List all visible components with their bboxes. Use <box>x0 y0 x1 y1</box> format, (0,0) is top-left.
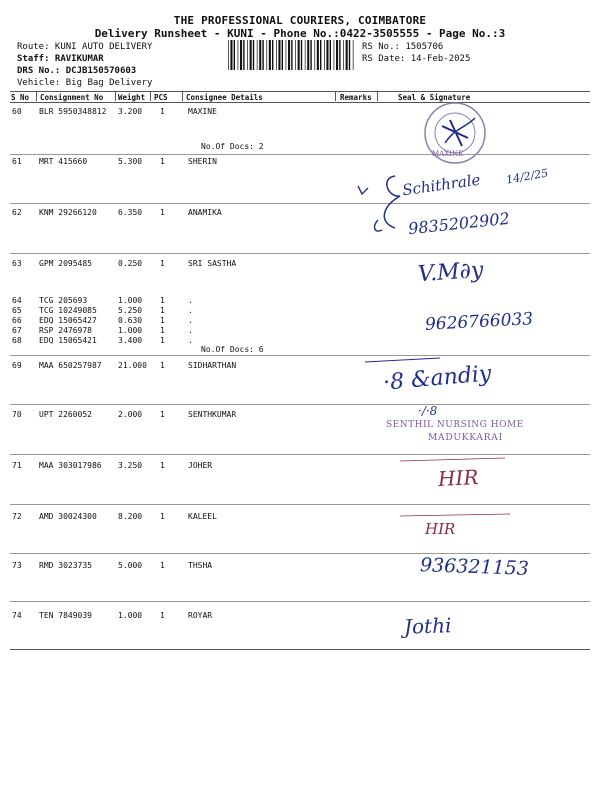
row-consignee: THSHA <box>188 561 213 570</box>
handwritten-hir-1: HIR <box>437 464 480 492</box>
row-consignee: MAXINE <box>188 107 217 116</box>
row-rule <box>10 601 590 602</box>
row-weight: 0.250 <box>118 259 143 268</box>
row-sno: 73 <box>12 561 22 570</box>
row-pcs: 1 <box>160 306 165 315</box>
row-weight: 8.200 <box>118 512 143 521</box>
row-pcs: 1 <box>160 512 165 521</box>
signature-scribble-sherin: Schithrale <box>401 170 482 200</box>
row-consignee: ANAMIKA <box>188 208 222 217</box>
row-consignee: . <box>188 326 193 335</box>
row-weight: 5.000 <box>118 561 143 570</box>
row-consignee: ROYAR <box>188 611 213 620</box>
row-consignee: KALEEL <box>188 512 217 521</box>
row-docs: No.Of Docs: 2 <box>201 142 264 151</box>
company-title: THE PROFESSIONAL COURIERS, COIMBATORE <box>173 14 427 27</box>
row-sno: 63 <box>12 259 22 268</box>
handwritten-phone-2: 9626766033 <box>424 309 534 335</box>
row-consignment: MRT 415660 <box>39 157 88 166</box>
nursing-home-stamp-line2: MADUKKARAI <box>428 433 503 443</box>
route-label: Route: KUNI AUTO DELIVERY <box>17 42 153 52</box>
row-pcs: 1 <box>160 410 165 419</box>
col-consignee: Consignee Details <box>186 93 263 102</box>
row-sno: 68 <box>12 336 22 345</box>
row-weight: 2.000 <box>118 410 143 419</box>
runsheet-subtitle: Delivery Runsheet - KUNI - Phone No.:0422-3505555 - Page No.:3 <box>94 27 506 40</box>
col-remarks: Remarks <box>340 93 372 102</box>
row-sno: 72 <box>12 512 22 521</box>
row-sno: 71 <box>12 461 22 470</box>
rs-date: RS Date: 14-Feb-2025 <box>362 54 471 64</box>
col-divider <box>115 91 116 101</box>
row-consignee: SIDHARTHAN <box>188 361 237 370</box>
handwritten-phone-1: 9835202902 <box>407 208 511 239</box>
row-weight: 21.000 <box>118 361 147 370</box>
signature-royar: Jothi <box>403 613 452 639</box>
row-sno: 61 <box>12 157 22 166</box>
row-pcs: 1 <box>160 296 165 305</box>
row-consignee: . <box>188 316 193 325</box>
row-consignee: . <box>188 296 193 305</box>
col-seal-signature: Seal & Signature <box>398 93 471 102</box>
row-rule <box>10 404 590 405</box>
row-sno: 65 <box>12 306 22 315</box>
row-pcs: 1 <box>160 561 165 570</box>
col-weight: Weight <box>118 93 146 102</box>
row-weight: 3.250 <box>118 461 143 470</box>
row-consignment: EDQ 15065427 <box>39 316 97 325</box>
row-weight: 5.300 <box>118 157 143 166</box>
col-consignment: Consignment No <box>40 93 104 102</box>
row-sno: 60 <box>12 107 22 116</box>
row-rule <box>10 355 590 356</box>
row-rule <box>10 154 590 155</box>
row-consignee: . <box>188 336 193 345</box>
row-consignment: TCG 10249085 <box>39 306 97 315</box>
row-sno: 67 <box>12 326 22 335</box>
row-consignment: TCG 205693 <box>39 296 88 305</box>
table-bottom-rule <box>10 649 590 650</box>
row-pcs: 1 <box>160 157 165 166</box>
row-rule <box>10 553 590 554</box>
row-rule <box>10 253 590 254</box>
row-pcs: 1 <box>160 326 165 335</box>
row-consignment: MAA 650257987 <box>39 361 102 370</box>
row-consignee: JOHER <box>188 461 213 470</box>
signature-sidharthan: ·8 &andiy <box>382 361 493 396</box>
row-consignment: MAA 303017986 <box>39 461 102 470</box>
row-consignment: KNM 29266120 <box>39 208 97 217</box>
row-consignment: UPT 2260052 <box>39 410 92 419</box>
col-divider <box>150 91 151 101</box>
row-sno: 66 <box>12 316 22 325</box>
row-sno: 74 <box>12 611 22 620</box>
row-weight: 6.350 <box>118 208 143 217</box>
row-pcs: 1 <box>160 361 165 370</box>
maxine-stamp-text: MAXINE <box>432 150 464 158</box>
col-divider <box>377 91 378 101</box>
handwritten-phone-3: 936321153 <box>419 554 530 580</box>
row-rule <box>10 203 590 204</box>
row-pcs: 1 <box>160 107 165 116</box>
row-weight: 0.630 <box>118 316 143 325</box>
signature-sri-sastha: V.M∂y <box>417 257 485 288</box>
row-consignee: SENTHKUMAR <box>188 410 237 419</box>
row-sno: 70 <box>12 410 22 419</box>
row-rule <box>10 504 590 505</box>
row-consignment: BLR 5950348812 <box>39 107 107 116</box>
row-pcs: 1 <box>160 208 165 217</box>
col-divider <box>36 91 37 101</box>
rs-number: RS No.: 1505706 <box>362 42 444 52</box>
row-consignment: GPM 2095485 <box>39 259 92 268</box>
row-consignment: EDQ 15065421 <box>39 336 97 345</box>
row-sno: 62 <box>12 208 22 217</box>
drs-label: DRS No.: DCJB150570603 <box>17 66 137 76</box>
nursing-home-stamp-line1: SENTHIL NURSING HOME <box>386 420 524 430</box>
row-weight: 1.000 <box>118 326 143 335</box>
row-consignment: RMD 3023735 <box>39 561 92 570</box>
row-pcs: 1 <box>160 259 165 268</box>
row-pcs: 1 <box>160 336 165 345</box>
col-divider <box>335 91 336 101</box>
ink-dash <box>360 350 450 370</box>
col-pcs: PCS <box>154 93 168 102</box>
row-pcs: 1 <box>160 461 165 470</box>
vehicle-label: Vehicle: Big Bag Delivery <box>17 78 153 88</box>
col-divider <box>182 91 183 101</box>
row-sno: 64 <box>12 296 22 305</box>
row-consignee: SHERIN <box>188 157 217 166</box>
table-top-rule <box>10 91 590 92</box>
row-pcs: 1 <box>160 316 165 325</box>
row-weight: 5.250 <box>118 306 143 315</box>
row-sno: 69 <box>12 361 22 370</box>
row-weight: 1.000 <box>118 296 143 305</box>
row-consignment: AMD 30024300 <box>39 512 97 521</box>
handwritten-hir-2: HIR <box>425 520 456 538</box>
row-consignment: RSP 2476978 <box>39 326 92 335</box>
row-weight: 3.400 <box>118 336 143 345</box>
row-consignee: SRI SASTHA <box>188 259 237 268</box>
row-weight: 1.000 <box>118 611 143 620</box>
signature-senthkumar: ·/·8 <box>418 404 438 418</box>
row-consignee: . <box>188 306 193 315</box>
row-docs: No.Of Docs: 6 <box>201 345 264 354</box>
handwritten-date: 14/2/25 <box>505 166 550 187</box>
row-weight: 3.200 <box>118 107 143 116</box>
barcode-image <box>228 40 356 70</box>
table-header-rule <box>10 102 590 103</box>
col-sno: S No <box>11 93 30 102</box>
staff-label: Staff: RAVIKUMAR <box>17 54 104 64</box>
row-consignment: TEN 7849039 <box>39 611 92 620</box>
row-pcs: 1 <box>160 611 165 620</box>
